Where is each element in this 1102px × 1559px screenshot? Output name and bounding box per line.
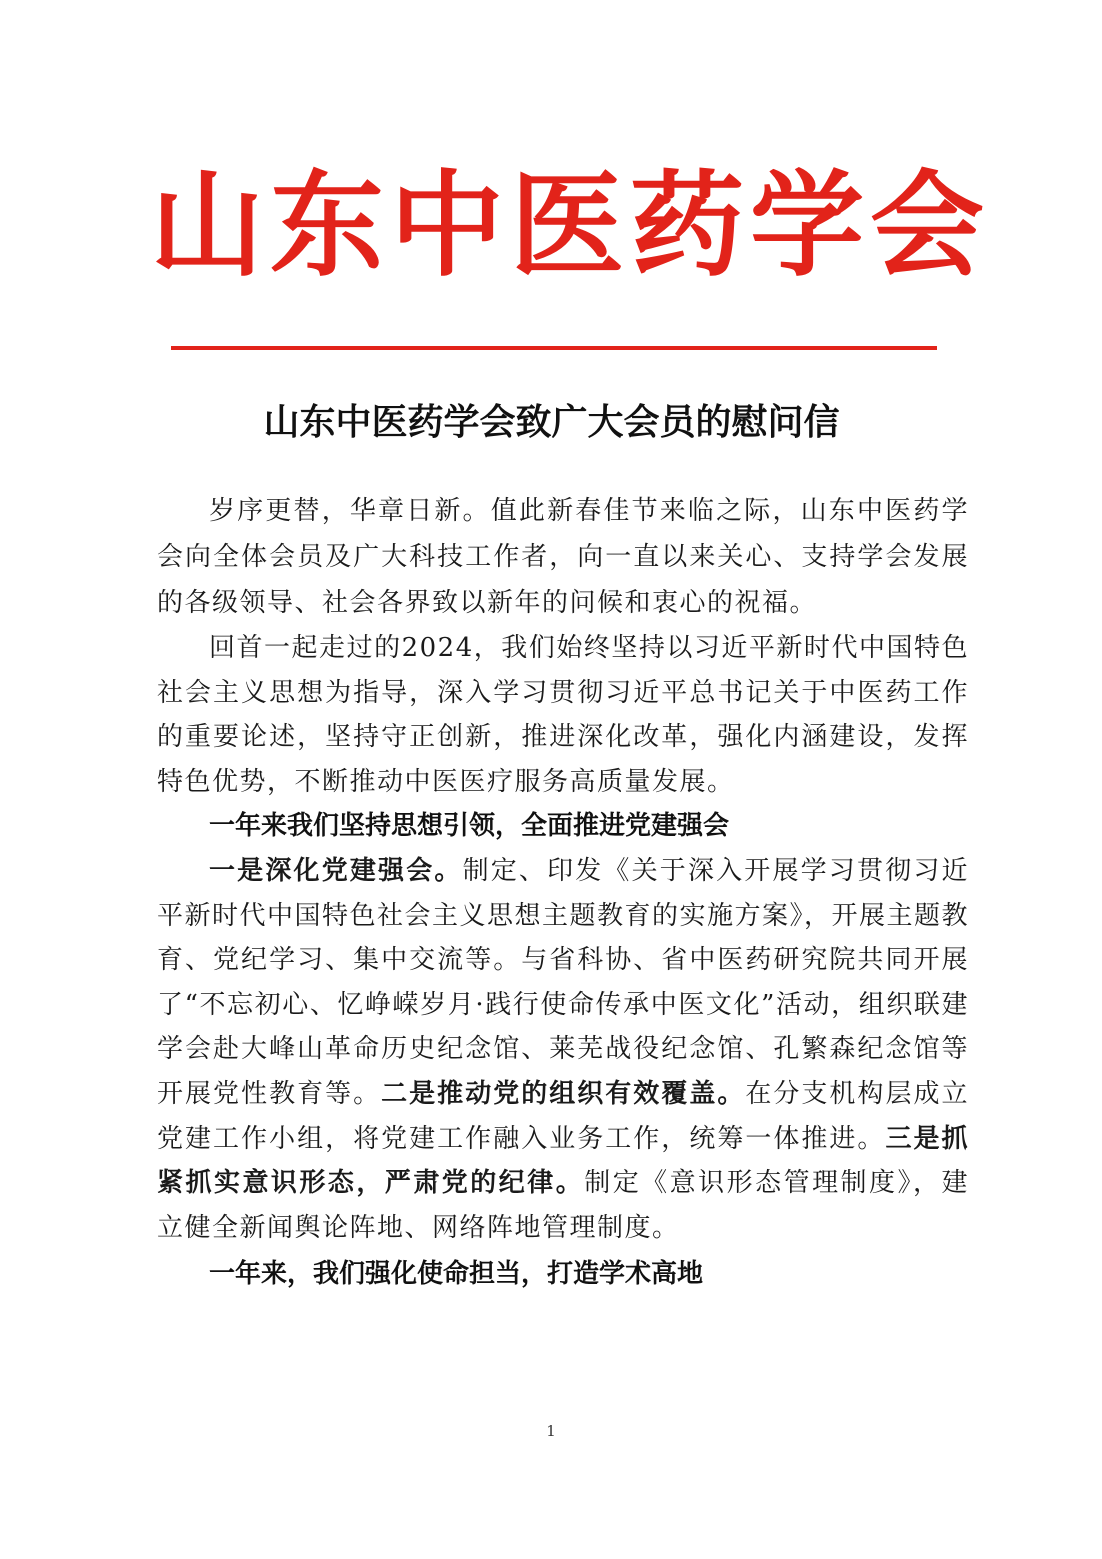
paragraph-party-building — [157, 849, 969, 1250]
text-organization-coverage: 在分支机构层成立党建工作小组，将党建工作融入业务工作，统筹一体推进。 — [157, 1078, 969, 1154]
section-heading-academic: 一年来，我们强化使命担当，打造学术高地 — [209, 1259, 704, 1290]
paragraph-greeting: 岁序更替，华章日新。值此新春佳节来临之际，山东中医药学会向全体会员及广大科技工作者，向一直以来关心、支持学会发展的各级领导、社会各界致以新年的问候和衷心的祝福。 — [157, 496, 969, 618]
letter-body — [157, 488, 969, 1297]
keyphrase-deepen-party-building: 一是深化党建强会。 — [209, 855, 463, 886]
keyphrase-organization-coverage: 二是推动党的组织有效覆盖。 — [381, 1078, 746, 1109]
text-party-building-activities: 制定、印发《关于深入开展学习贯彻习近平新时代中国特色社会主义思想主题教育的实施方案》，开展主题教育、党纪学习、集中交流等。与省科协、省中医药研究院共同开展了“不忘初心、忆峥嵘岁月·践行使命传承中医文化”活动，组织联建学会赴大峰山革命历史纪念馆、莱芜战役纪念馆、孔繁森纪念馆等开展党性教育等。 — [157, 855, 970, 1109]
text-ideology-discipline: 制定《意识形态管理制度》，建立健全新闻舆论阵地、网络阵地管理制度。 — [157, 1168, 969, 1243]
section-heading-party-building: 一年来我们坚持思想引领，全面推进党建强会 — [209, 811, 730, 842]
paragraph-review: 回首一起走过的2024，我们始终坚持以习近平新时代中国特色社会主义思想为指导，深入学习贯彻习近平总书记关于中医药工作的重要论述，坚持守正创新，推进深化改革，强化内涵建设，发挥特色优势，不断推动中医医疗服务高质量发展。 — [157, 633, 969, 797]
document-title: 山东中医药学会致广大会员的慰问信 — [263, 402, 840, 443]
letterhead-org-name: 山东中医药学会 — [150, 158, 991, 292]
page-number: 1 — [546, 1422, 556, 1440]
letterhead-red-rule — [171, 346, 937, 350]
keyphrase-ideology-discipline: 三是抓紧抓实意识形态，严肃党的纪律。 — [157, 1123, 969, 1199]
